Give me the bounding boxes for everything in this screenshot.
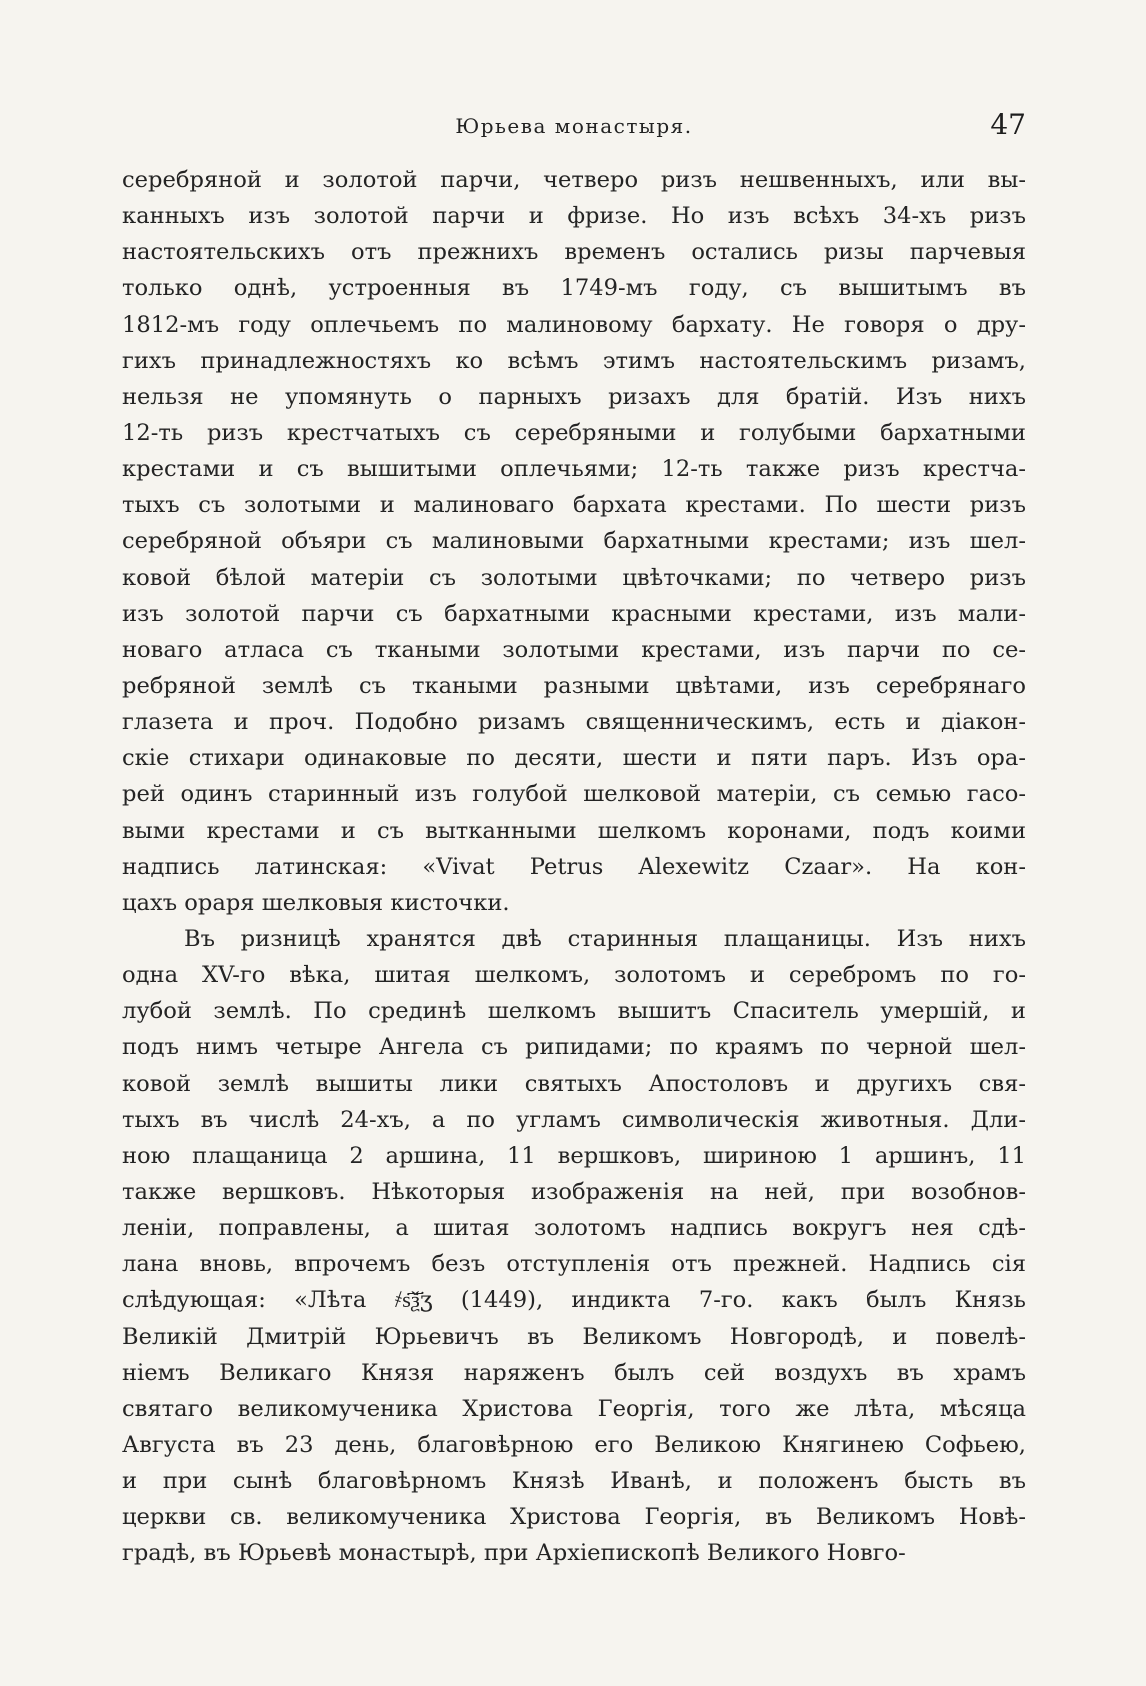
text-line: лана вновь, впрочемъ безъ отступленія отъ прежней. Надпись сія (122, 1251, 1026, 1278)
text-line: одна XV-го вѣка, шитая шелкомъ, золотомъ и серебромъ по го- (122, 962, 1026, 989)
text-line: выми крестами и съ вытканными шелкомъ коронами, подъ коими (122, 817, 1026, 844)
body-text (122, 162, 1026, 1571)
text-line: Великій Дмитрій Юрьевичъ въ Великомъ Новгородѣ, и повелѣ- (122, 1323, 1026, 1350)
text-line: глазета и проч. Подобно ризамъ священническимъ, есть и діакон- (122, 709, 1026, 736)
paragraph (122, 162, 1026, 921)
text-line: нельзя не упомянуть о парныхъ ризахъ для братій. Изъ нихъ (122, 383, 1026, 410)
text-line: гихъ принадлежностяхъ ко всѣмъ этимъ настоятельскимъ ризамъ, (122, 347, 1026, 374)
text-line: ніемъ Великаго Князя наряженъ былъ сей воздухъ въ храмъ (122, 1359, 1026, 1386)
text-line: 1812-мъ году оплечьемъ по малиновому бархату. Не говоря о дру- (122, 311, 1026, 338)
text-line: рей одинъ старинный изъ голубой шелковой матеріи, съ семью гасо- (122, 781, 1026, 808)
page-header (122, 108, 1026, 148)
text-line: слѣдующая: «Лѣта ҂ѕ҃ѯ҃ӡ (1449), индикта 7-го. какъ былъ Князь (122, 1287, 1026, 1314)
text-line: серебряной объяри съ малиновыми бархатными крестами; изъ шел- (122, 528, 1026, 555)
text-line: 12-ть ризъ крестчатыхъ съ серебряными и голубыми бархатными (122, 419, 1026, 446)
text-line: тыхъ въ числѣ 24-хъ, а по угламъ символическія животныя. Дли- (122, 1106, 1026, 1133)
text-line: и при сынѣ благовѣрномъ Князѣ Иванѣ, и положенъ бысть въ (122, 1468, 1026, 1495)
text-line: крестами и съ вышитыми оплечьями; 12-ть также ризъ крестча- (122, 456, 1026, 483)
text-line: цахъ ораря шелковыя кисточки. (122, 889, 510, 916)
page-number: 47 (990, 108, 1026, 141)
text-line: церкви св. великомученика Христова Георгія, въ Великомъ Новѣ- (122, 1504, 1026, 1531)
paragraph (122, 921, 1026, 1572)
text-line: тыхъ съ золотыми и малиноваго бархата крестами. По шести ризъ (122, 492, 1026, 519)
text-line: Августа въ 23 день, благовѣрною его Великою Княгинею Софьею, (122, 1431, 1026, 1458)
text-line: также вершковъ. Нѣкоторыя изображенія на ней, при возобнов- (122, 1178, 1026, 1205)
text-line: новаго атласа съ ткаными золотыми крестами, изъ парчи по се- (122, 636, 1026, 663)
text-line: ковой землѣ вышиты лики святыхъ Апостоловъ и другихъ свя- (122, 1070, 1026, 1097)
text-line: только однѣ, устроенныя въ 1749-мъ году, съ вышитымъ въ (122, 275, 1026, 302)
text-line: подъ нимъ четыре Ангела съ рипидами; по краямъ по черной шел- (122, 1034, 1026, 1061)
running-title: Юрьева монастыря. (455, 114, 693, 138)
text-line: градѣ, въ Юрьевѣ монастырѣ, при Архіепископѣ Великого Новго- (122, 1540, 906, 1567)
text-line: ковой бѣлой матеріи съ золотыми цвѣточками; по четверо ризъ (122, 564, 1026, 591)
text-line: ною плащаница 2 аршина, 11 вершковъ, шириною 1 аршинъ, 11 (122, 1142, 1026, 1169)
text-line: святаго великомученика Христова Георгія, того же лѣта, мѣсяца (122, 1395, 1026, 1422)
text-line: лубой землѣ. По срединѣ шелкомъ вышитъ Спаситель умершій, и (122, 998, 1026, 1025)
text-line: скіе стихари одинаковые по десяти, шести и пяти паръ. Изъ ора- (122, 745, 1026, 772)
text-line: Въ ризницѣ хранятся двѣ старинныя плащаницы. Изъ нихъ (184, 925, 1026, 952)
text-line: надпись латинская: «Vivat Petrus Alexewitz Czaar». На кон- (122, 853, 1026, 880)
text-line: изъ золотой парчи съ бархатными красными крестами, изъ мали- (122, 600, 1026, 627)
text-line: канныхъ изъ золотой парчи и фризе. Но изъ всѣхъ 34-хъ ризъ (122, 203, 1026, 230)
text-line: леніи, поправлены, а шитая золотомъ надпись вокругъ нея сдѣ- (122, 1215, 1026, 1242)
text-line: настоятельскихъ отъ прежнихъ временъ остались ризы парчевыя (122, 239, 1026, 266)
text-line: серебряной и золотой парчи, четверо ризъ нешвенныхъ, или вы- (122, 167, 1026, 193)
text-line: ребряной землѣ съ ткаными разными цвѣтами, изъ серебрянаго (122, 672, 1026, 699)
